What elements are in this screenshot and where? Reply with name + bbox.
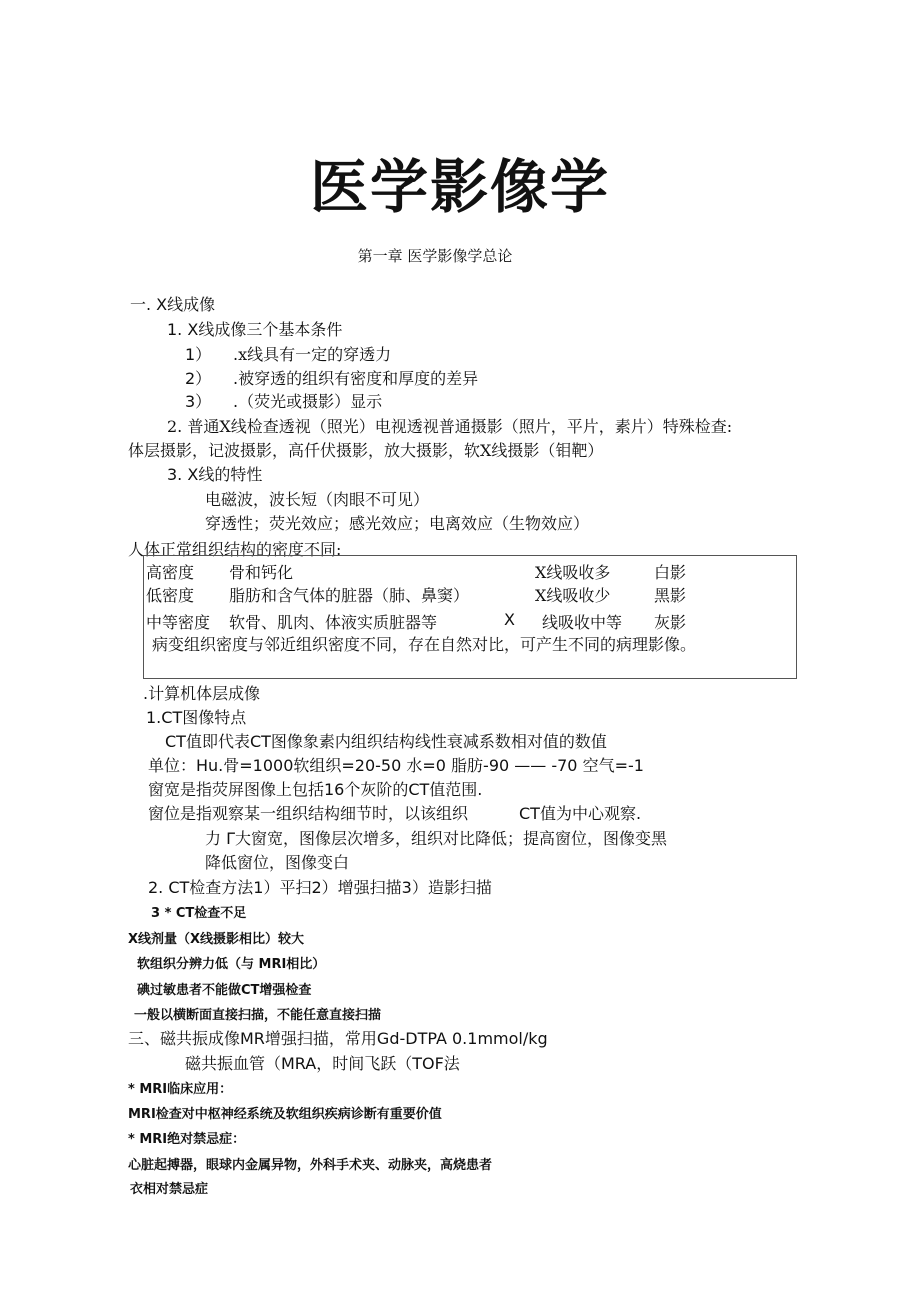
density-tissue: 脂肪和含气体的脏器（肺、鼻窦） xyxy=(229,586,470,605)
window-effect-line1: 力 Γ大窗宽，图像层次增多，组织对比降低；提高窗位，图像变黑 xyxy=(205,829,668,848)
ct-drawback-3: 碘过敏患者不能做CT增强检查 xyxy=(137,983,312,998)
section-1-sub2-line2: 体层摄影，记波摄影，高仟伏摄影，放大摄影，软X线摄影（钼靶） xyxy=(128,441,604,460)
density-tissue: 骨和钙化 xyxy=(229,563,294,582)
section-2-sub1: 1.CT图像特点 xyxy=(146,708,247,727)
mri-contra-text: 心脏起搏器，眼球内金属异物，外科手术夹、动脉夹，高烧患者 xyxy=(128,1158,493,1173)
section-2-heading: .计算机体层成像 xyxy=(143,684,261,703)
condition-2-text: .被穿透的组织有密度和厚度的差异 xyxy=(233,369,479,388)
ct-drawback-1: X线剂量（X线摄影相比）较大 xyxy=(128,932,305,947)
section-2-sub2: 2. CT检查方法1）平扫2）增强扫描3）造影扫描 xyxy=(148,878,492,897)
density-shadow: 黑影 xyxy=(654,586,687,605)
section-1-sub1: 1. X线成像三个基本条件 xyxy=(167,320,343,339)
section-3-heading: 三、磁共振成像MR增强扫描，常用Gd-DTPA 0.1mmol/kg xyxy=(128,1029,548,1048)
mri-clinical-heading: * MRI临床应用： xyxy=(128,1082,233,1097)
section-2-sub3: 3 * CT检查不足 xyxy=(151,906,247,921)
chapter-heading: 第一章 医学影像学总论 xyxy=(357,247,513,265)
density-absorption: X线吸收多 xyxy=(535,563,611,582)
section-1-sub2-line1: 2. 普通X线检查透视（照光）电视透视普通摄影（照片，平片，素片）特殊检查: xyxy=(167,417,733,436)
section-1-sub3: 3. X线的特性 xyxy=(167,465,263,484)
section-1-heading: 一. X线成像 xyxy=(130,295,216,314)
density-tissue: 软骨、肌肉、体液实质脏器等 xyxy=(229,613,438,632)
window-width-definition: 窗宽是指荧屏图像上包括16个灰阶的CT值范围. xyxy=(148,780,483,799)
density-level: 高密度 xyxy=(146,563,195,582)
condition-1-text: .x线具有一定的穿透力 xyxy=(233,345,392,364)
mri-relative-contra: 衣相对禁忌症 xyxy=(130,1182,209,1197)
density-shadow: 白影 xyxy=(654,563,687,582)
density-shadow: 灰影 xyxy=(654,613,687,632)
ct-units: 单位：Hu.骨=1000软组织=20-50 水=0 脂肪-90 —— -70 空气=-1 xyxy=(148,756,644,775)
ct-drawback-2: 软组织分辨力低（与 MRI相比） xyxy=(137,957,326,972)
mri-contra-heading: * MRI绝对禁忌症： xyxy=(128,1132,246,1147)
density-absorption: X线吸收少 xyxy=(535,586,611,605)
xray-property-1: 电磁波，波长短（肉眼不可见） xyxy=(205,490,430,509)
xray-property-2: 穿透性；荧光效应；感光效应；电离效应（生物效应） xyxy=(205,514,590,533)
density-level: 低密度 xyxy=(146,586,195,605)
condition-2-num: 2） xyxy=(185,369,212,388)
mri-clinical-text: MRI检查对中枢神经系统及软组织疾病诊断有重要价值 xyxy=(128,1107,442,1122)
document-title: 医学影像学 xyxy=(309,153,610,221)
density-table xyxy=(143,555,797,679)
density-absorption-x: X xyxy=(504,610,515,629)
window-level-definition-end: CT值为中心观察. xyxy=(519,804,642,823)
density-heading: 人体正常组织结构的密度不同: xyxy=(128,540,342,559)
mra-line: 磁共振血管（MRA，时间飞跃（TOF法 xyxy=(185,1054,460,1073)
window-level-definition: 窗位是指观察某一组织结构细节时，以该组织 xyxy=(148,804,469,823)
ct-value-definition: CT值即代表CT图像象素内组织结构线性衰减系数相对值的数值 xyxy=(165,732,607,751)
density-absorption: 线吸收中等 xyxy=(542,613,623,632)
window-effect-line2: 降低窗位，图像变白 xyxy=(205,853,350,872)
condition-3-text: .（荧光或摄影）显示 xyxy=(233,392,383,411)
density-level: 中等密度 xyxy=(146,613,211,632)
condition-3-num: 3） xyxy=(185,392,212,411)
condition-1-num: 1） xyxy=(185,345,212,364)
density-note: 病变组织密度与邻近组织密度不同，存在自然对比，可产生不同的病理影像。 xyxy=(152,635,697,654)
ct-drawback-4: 一般以横断面直接扫描，不能任意直接扫描 xyxy=(134,1008,382,1023)
